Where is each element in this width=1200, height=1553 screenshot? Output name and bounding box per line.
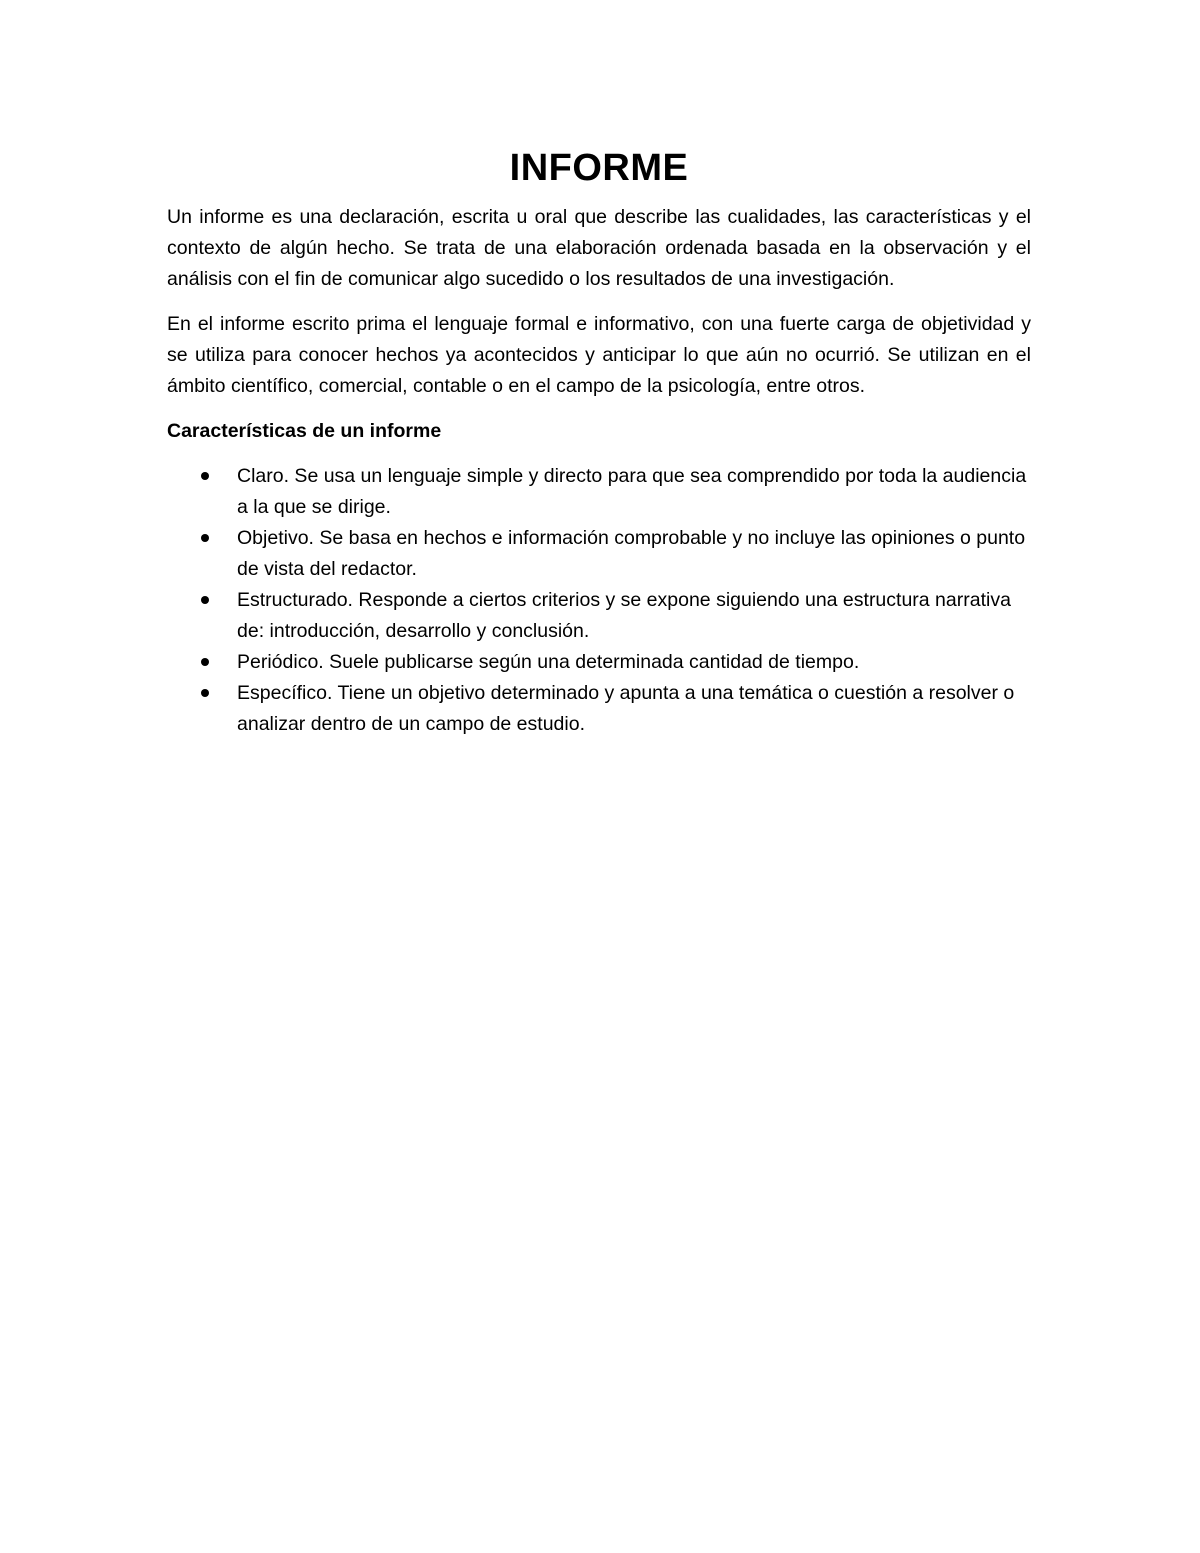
paragraph-written-report: En el informe escrito prima el lenguaje formal e informativo, con una fuerte carga de objetividad y se utiliza para conocer hechos ya acontecidos y anticipar lo que aún no ocurrió. Se utilizan en el ámbito científico, comercial, contable o en el campo de la psicología, entre otros.	[167, 313, 1031, 397]
bullet-icon	[201, 658, 209, 666]
paragraph-intro: Un informe es una declaración, escrita u oral que describe las cualidades, las características y el contexto de algún hecho. Se trata de una elaboración ordenada basada en la observación y el análisis con el fin de comunicar algo sucedido o los resultados de una investigación.	[167, 206, 1031, 290]
page-title: INFORME	[509, 147, 689, 189]
bullet-icon	[201, 472, 209, 480]
list-item-text: Periódico. Suele publicarse según una determinada cantidad de tiempo.	[237, 651, 860, 673]
section-heading-characteristics: Características de un informe	[167, 420, 442, 442]
list-item-text: Estructurado. Responde a ciertos criterios y se expone siguiendo una estructura narrativa de: introducción, desarrollo y conclusión.	[237, 589, 1011, 642]
characteristics-list	[167, 461, 1031, 740]
document-body	[167, 140, 1031, 740]
list-item	[167, 678, 1027, 740]
list-item	[167, 647, 1027, 678]
list-item-text: Específico. Tiene un objetivo determinado y apunta a una temática o cuestión a resolver o analizar dentro de un campo de estudio.	[237, 682, 1015, 735]
list-item	[167, 523, 1027, 585]
list-item-text: Objetivo. Se basa en hechos e información comprobable y no incluye las opiniones o punto de vista del redactor.	[237, 527, 1026, 580]
list-item	[167, 461, 1027, 523]
list-item-text: Claro. Se usa un lenguaje simple y directo para que sea comprendido por toda la audiencia a la que se dirige.	[237, 465, 1027, 518]
list-item	[167, 585, 1027, 647]
bullet-icon	[201, 596, 209, 604]
bullet-icon	[201, 534, 209, 542]
bullet-icon	[201, 689, 209, 697]
